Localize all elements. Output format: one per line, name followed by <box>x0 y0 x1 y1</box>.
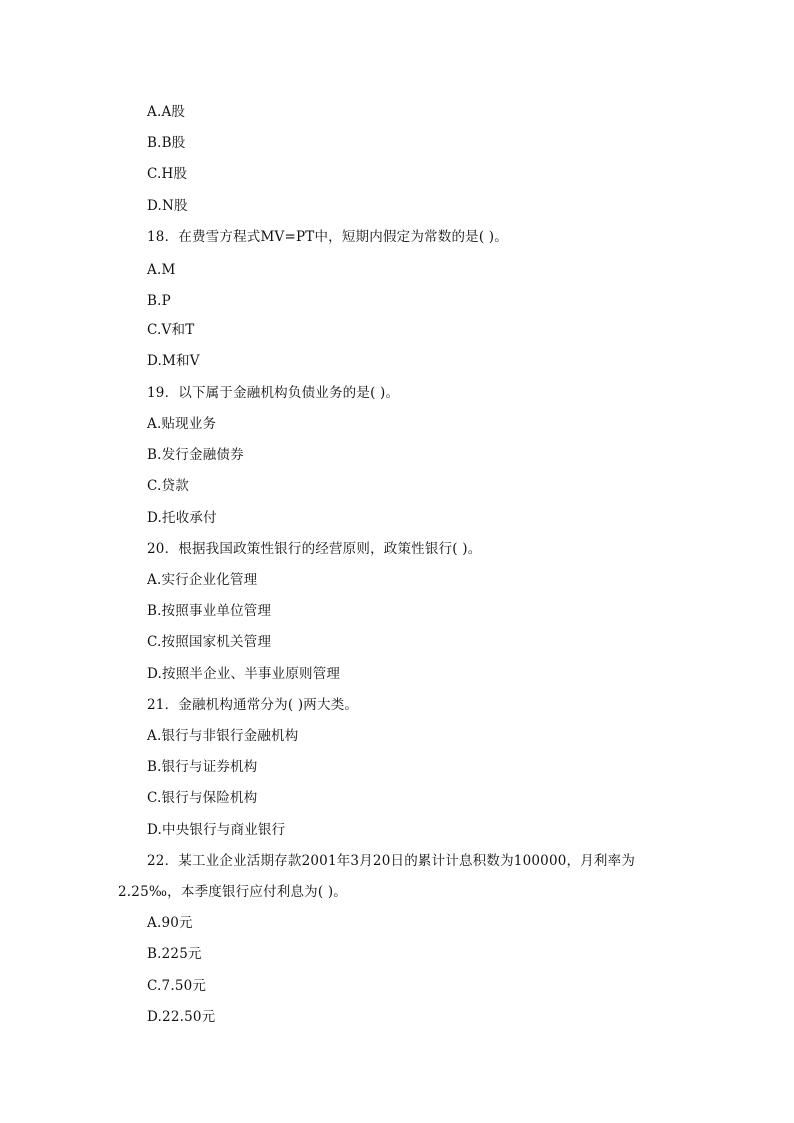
question-18: 18．在费雪方程式MV=PT中，短期内假定为常数的是( )。 <box>147 229 508 245</box>
option-d: D.N股 <box>147 198 188 214</box>
option-a: A.银行与非银行金融机构 <box>147 728 299 744</box>
option-a: A.M <box>147 262 176 278</box>
option-a: A.贴现业务 <box>147 416 217 432</box>
option-c: C.V和T <box>147 322 195 338</box>
option-b: B.P <box>147 293 171 309</box>
option-a: A.90元 <box>147 915 193 931</box>
question-20: 20．根据我国政策性银行的经营原则，政策性银行( )。 <box>147 541 482 557</box>
option-a: A.A股 <box>147 104 186 120</box>
option-b: B.发行金融债券 <box>147 447 244 463</box>
option-c: C.贷款 <box>147 478 189 494</box>
option-d: D.按照半企业、半事业原则管理 <box>147 666 341 682</box>
question-22: 22．某工业企业活期存款2001年3月20日的累计计息积数为100000，月利率为 <box>147 853 636 869</box>
option-b: B.225元 <box>147 946 202 962</box>
option-d: D.中央银行与商业银行 <box>147 822 286 838</box>
question-21: 21．金融机构通常分为( )两大类。 <box>147 697 359 713</box>
option-c: C.银行与保险机构 <box>147 790 258 806</box>
option-b: B.B股 <box>147 135 186 151</box>
question-19: 19．以下属于金融机构负债业务的是( )。 <box>147 385 400 401</box>
option-c: C.7.50元 <box>147 978 207 994</box>
option-d: D.托收承付 <box>147 510 217 526</box>
option-d: D.M和V <box>147 353 200 369</box>
option-b: B.按照事业单位管理 <box>147 603 272 619</box>
option-b: B.银行与证券机构 <box>147 759 258 775</box>
question-22-continuation: 2.25‰，本季度银行应付利息为( )。 <box>118 884 347 900</box>
option-c: C.按照国家机关管理 <box>147 634 272 650</box>
option-a: A.实行企业化管理 <box>147 572 258 588</box>
option-c: C.H股 <box>147 166 188 182</box>
option-d: D.22.50元 <box>147 1009 216 1025</box>
